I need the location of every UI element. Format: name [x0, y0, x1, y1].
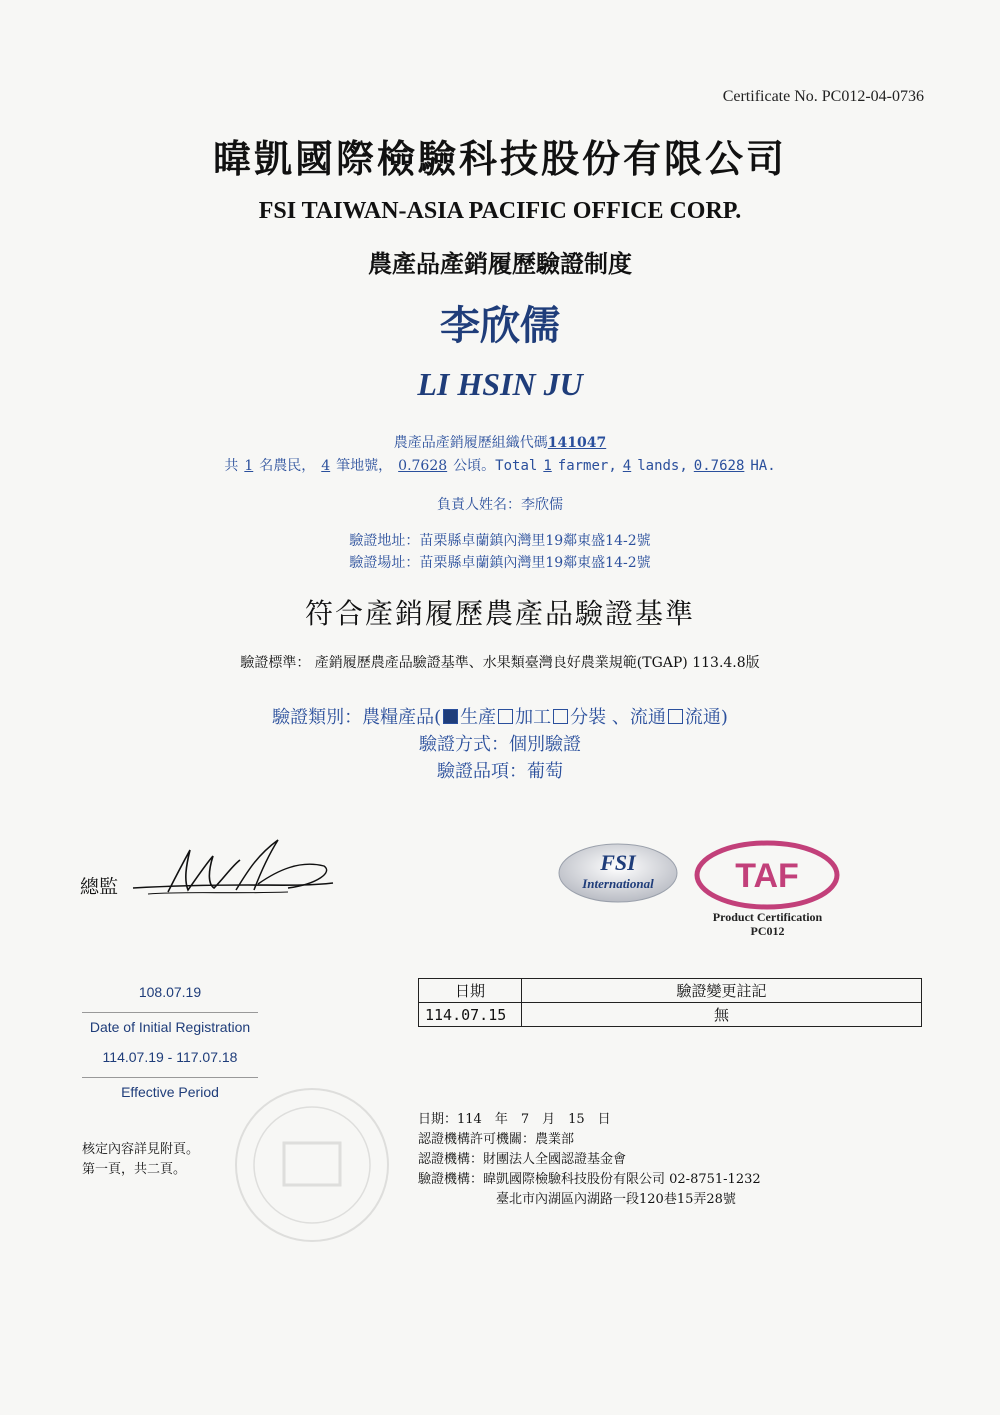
- taf-logo: [693, 840, 841, 910]
- certificate-number: Certificate No. PC012-04-0736: [722, 88, 924, 105]
- certification-method: 驗證方式：個別驗證: [419, 734, 581, 755]
- checkbox-production-checked: [443, 709, 458, 724]
- organization-code-label: 農產品產銷履歷組織代碼: [393, 435, 548, 451]
- category-label: 驗證類別：農糧產品(: [272, 707, 442, 728]
- taf-logo-text: TAF: [735, 857, 799, 895]
- footer-info: [418, 1110, 761, 1210]
- holder-name-en: LI HSIN JU: [417, 366, 583, 402]
- permit-authority: 認證機構許可機關：農業部: [418, 1132, 575, 1147]
- conformity-statement: 符合產銷履歷農產品驗證基準: [304, 597, 695, 630]
- fsi-logo-line2: International: [582, 876, 654, 891]
- farmer-prefix: 共: [224, 458, 239, 474]
- effective-period-value: 114.07.19 - 117.07.18: [82, 1045, 258, 1078]
- farmer-unit-en: farmer,: [557, 458, 617, 474]
- land-count: 4: [321, 458, 331, 474]
- issue-date: 日期：114 年 7 月 15 日: [418, 1112, 611, 1127]
- initial-registration-label: Date of Initial Registration: [89, 1019, 251, 1035]
- certification-body-address: 臺北市內湖區內湖路一段120巷15弄28號: [496, 1192, 736, 1207]
- fsi-logo-line1: FSI: [600, 850, 636, 875]
- checkbox-distribution: [668, 709, 683, 724]
- total-label-en: Total: [495, 458, 538, 474]
- category-option-processing: 加工: [515, 707, 552, 728]
- farmer-unit-zh: 名農民，: [259, 458, 316, 474]
- land-unit-en: lands,: [637, 458, 688, 474]
- company-name-zh: 暐凱國際檢驗科技股份有限公司: [212, 137, 787, 181]
- effective-period-label: Effective Period: [121, 1084, 219, 1100]
- fsi-international-logo: [557, 842, 679, 904]
- category-option-packaging: 分裝 、流通: [570, 707, 666, 728]
- attachment-note-line1: 核定內容詳見附頁。: [82, 1142, 200, 1157]
- area-unit-en: HA.: [750, 458, 776, 474]
- initial-registration-date: 108.07.19: [82, 980, 258, 1013]
- director-label: 總監: [80, 876, 119, 898]
- attachment-note: [82, 1140, 199, 1180]
- page-count-note: 第一頁，共二頁。: [82, 1162, 187, 1177]
- area-unit-zh: 公頃。: [453, 458, 496, 474]
- certification-body: 驗證機構：暐凱國際檢驗科技股份有限公司 02-8751-1232: [418, 1172, 761, 1187]
- checkbox-processing: [498, 709, 513, 724]
- certification-standard: 驗證標準： 產銷履歷農產品驗證基準、水果類臺灣良好農業規範(TGAP) 113.4.8版: [240, 655, 760, 671]
- accreditation-body: 認證機構：財團法人全國認證基金會: [418, 1152, 627, 1167]
- certified-item: 驗證品項：葡萄: [437, 761, 563, 782]
- table-header-row: [419, 979, 922, 1003]
- table-row: [419, 1003, 922, 1027]
- category-option-distribution: 流通): [684, 707, 728, 728]
- land-count-en: 4: [622, 458, 632, 474]
- certification-site: 驗證場址：苗栗縣卓蘭鎮內灣里19鄰東盛14-2號: [349, 555, 651, 571]
- embossed-seal: [232, 1085, 392, 1245]
- land-unit-zh: 筆地號，: [336, 458, 393, 474]
- category-option-production: 生產: [460, 707, 497, 728]
- farmer-count-line: [0, 455, 1000, 475]
- change-log-table: [418, 978, 922, 1027]
- checkbox-packaging: [553, 709, 568, 724]
- taf-caption-line1: Product Certification: [712, 910, 823, 924]
- taf-caption: [690, 910, 845, 938]
- company-name-en: FSI TAIWAN-ASIA PACIFIC OFFICE CORP.: [258, 198, 742, 224]
- area-value-en: 0.7628: [693, 458, 745, 474]
- holder-name-zh: 李欣儒: [440, 303, 560, 349]
- certification-system-title: 農產品產銷履歷驗證制度: [368, 250, 632, 278]
- taf-caption-line2: PC012: [750, 924, 785, 938]
- table-header-note: 驗證變更註記: [522, 979, 922, 1003]
- organization-code-line: [0, 432, 1000, 452]
- responsible-person: 負責人姓名：李欣儒: [437, 497, 563, 513]
- certification-category: [0, 703, 1000, 729]
- director-signature: [128, 836, 338, 906]
- area-value: 0.7628: [398, 458, 448, 474]
- table-cell-note: 無: [522, 1003, 922, 1027]
- table-cell-date: 114.07.15: [419, 1003, 522, 1027]
- farmer-count-en: 1: [543, 458, 552, 474]
- table-header-date: 日期: [419, 979, 522, 1003]
- farmer-count: 1: [244, 458, 254, 474]
- organization-code: 141047: [547, 435, 607, 451]
- certification-address: 驗證地址：苗栗縣卓蘭鎮內灣里19鄰東盛14-2號: [349, 533, 651, 549]
